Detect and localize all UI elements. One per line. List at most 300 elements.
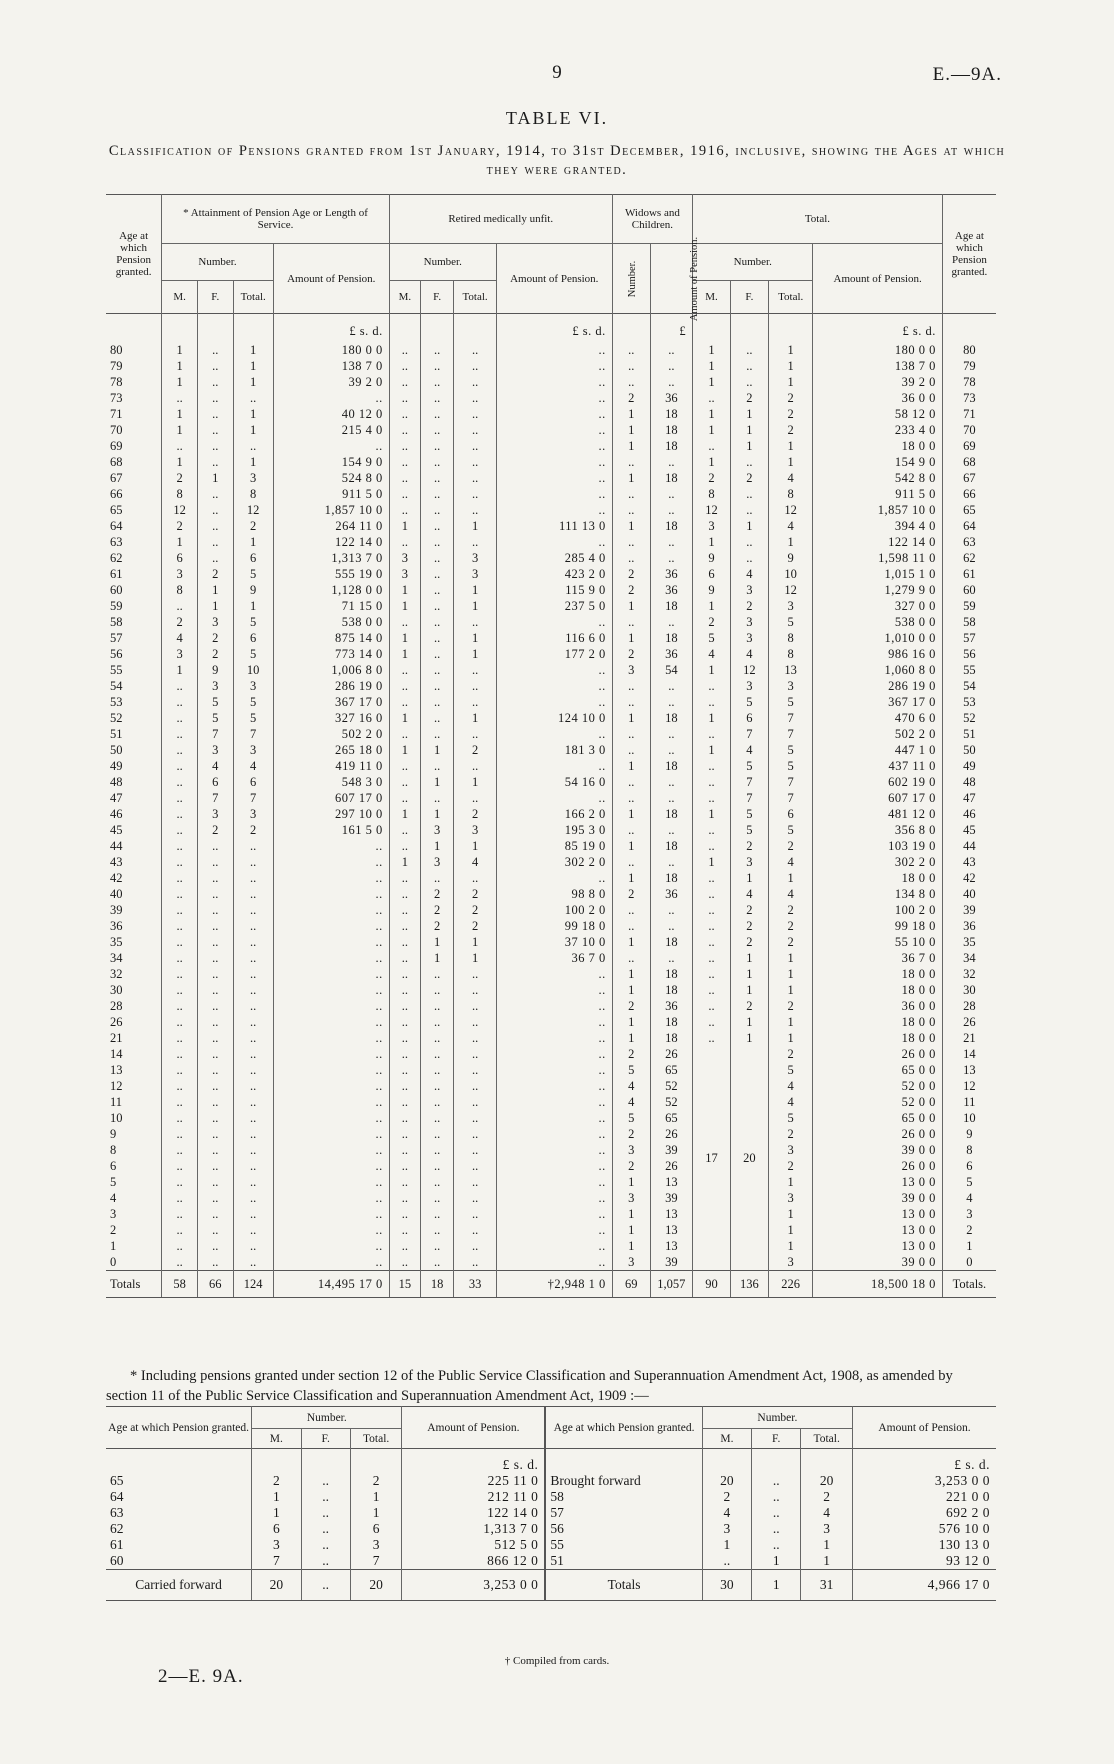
cell: .. xyxy=(389,1014,420,1030)
sub-cell: 63 xyxy=(110,1504,124,1520)
cell: 39 xyxy=(942,902,996,918)
cell: .. xyxy=(197,390,233,406)
cell: .. xyxy=(612,790,650,806)
cell: 10 xyxy=(110,1111,123,1125)
cell: 286 19 0 xyxy=(813,678,942,694)
sub-cell: 6 xyxy=(252,1521,301,1537)
cell: .. xyxy=(693,934,731,950)
cell: 9 xyxy=(768,550,813,566)
cell: 3 xyxy=(110,1207,117,1221)
cell: 2 xyxy=(768,406,813,422)
cell: 2 xyxy=(730,902,768,918)
cell: .. xyxy=(273,1206,389,1222)
totals-row xyxy=(106,1271,996,1298)
cell: .. xyxy=(389,358,420,374)
cell: .. xyxy=(496,1014,612,1030)
cell: 17 xyxy=(693,1046,731,1271)
cell: 66 xyxy=(110,487,123,501)
table-row xyxy=(106,902,996,918)
cell: 264 11 0 xyxy=(273,518,389,534)
cell: .. xyxy=(162,678,198,694)
cell: 2 xyxy=(768,422,813,438)
sub-cell: 57 xyxy=(545,1505,702,1521)
cell: 1 xyxy=(612,806,650,822)
cell: 5 xyxy=(233,710,273,726)
cell: 1 xyxy=(162,358,198,374)
cell: 1 xyxy=(768,1206,813,1222)
header-r-m: M. xyxy=(389,281,420,314)
total-cell: 1,057 xyxy=(650,1271,692,1298)
cell: .. xyxy=(389,1046,420,1062)
header-a-f: F. xyxy=(197,281,233,314)
cell: 8 xyxy=(768,630,813,646)
cell: .. xyxy=(420,694,453,710)
cell: .. xyxy=(162,822,198,838)
table-row xyxy=(106,1046,996,1062)
cell: .. xyxy=(273,838,389,854)
cell: 5 xyxy=(233,646,273,662)
cell: 986 16 0 xyxy=(813,646,942,662)
cell: 5 xyxy=(768,1062,813,1078)
sub-cell: 3 xyxy=(801,1521,853,1537)
cell: .. xyxy=(273,982,389,998)
cell: .. xyxy=(496,614,612,630)
cell: .. xyxy=(650,854,692,870)
cell: .. xyxy=(389,934,420,950)
table-row xyxy=(106,1094,996,1110)
cell: 36 0 0 xyxy=(813,390,942,406)
cell: .. xyxy=(197,534,233,550)
cell: 4 xyxy=(768,518,813,534)
cell: .. xyxy=(162,982,198,998)
cell: .. xyxy=(454,470,496,486)
cell: .. xyxy=(273,918,389,934)
cell: .. xyxy=(197,518,233,534)
cell: 3 xyxy=(768,678,813,694)
table-row xyxy=(106,662,996,678)
cell: .. xyxy=(233,1142,273,1158)
cell: .. xyxy=(389,1110,420,1126)
cell: 2 xyxy=(768,1126,813,1142)
cell: 1 xyxy=(233,342,273,358)
cell: 61 xyxy=(942,566,996,582)
cell: 55 xyxy=(942,662,996,678)
cell: 4 xyxy=(768,854,813,870)
sub-table-foot xyxy=(106,1569,996,1600)
header-attainment: * Attainment of Pension Age or Length of Service. xyxy=(162,195,389,244)
total-cell: 69 xyxy=(612,1271,650,1298)
sub-cell: .. xyxy=(301,1537,350,1553)
cell: .. xyxy=(612,742,650,758)
cell: 3 xyxy=(730,854,768,870)
cell: .. xyxy=(693,838,731,854)
cell: .. xyxy=(197,1190,233,1206)
cell: .. xyxy=(650,822,692,838)
cell: 7 xyxy=(197,726,233,742)
sub-cell: 64 xyxy=(110,1488,124,1504)
sub-table xyxy=(106,1406,996,1601)
cell: .. xyxy=(389,758,420,774)
cell: 18 xyxy=(650,630,692,646)
cell: 134 8 0 xyxy=(813,886,942,902)
cell: .. xyxy=(197,870,233,886)
cell: 13 0 0 xyxy=(813,1238,942,1254)
cell: .. xyxy=(730,342,768,358)
cell: .. xyxy=(233,982,273,998)
cell: 12 xyxy=(730,662,768,678)
cell: .. xyxy=(233,902,273,918)
cell: .. xyxy=(612,358,650,374)
table-row xyxy=(106,1206,996,1222)
cell: 285 4 0 xyxy=(496,550,612,566)
sub-cell: 866 12 0 xyxy=(402,1553,545,1570)
cell: 8 xyxy=(162,486,198,502)
cell: .. xyxy=(233,934,273,950)
cell: .. xyxy=(496,374,612,390)
cell: .. xyxy=(273,1014,389,1030)
cell: 1 xyxy=(389,742,420,758)
sub-cell: 7 xyxy=(350,1553,402,1570)
cell: .. xyxy=(420,966,453,982)
cell: 286 19 0 xyxy=(273,678,389,694)
cell: 9 xyxy=(110,1127,117,1141)
cell: 43 xyxy=(110,855,123,869)
cell: .. xyxy=(162,806,198,822)
cell: .. xyxy=(454,486,496,502)
cell: 367 17 0 xyxy=(273,694,389,710)
cell: .. xyxy=(612,694,650,710)
cell: 1 xyxy=(389,710,420,726)
footnote: * Including pensions granted under section 12 of the Public Service Classification and Superannuation Amendment Act, 1908, as amended by section 11 of the Public Service Classification and Superannuation Amendment Act, 1909 :— xyxy=(106,1368,953,1404)
cell: .. xyxy=(454,1206,496,1222)
cell: 3 xyxy=(233,742,273,758)
sub-table-row xyxy=(106,1489,996,1505)
cell: .. xyxy=(693,870,731,886)
table-row xyxy=(106,614,996,630)
sub-cell: 225 11 0 xyxy=(402,1473,545,1489)
cell: .. xyxy=(197,1254,233,1271)
cell: 111 13 0 xyxy=(496,518,612,534)
cell: 61 xyxy=(110,567,123,581)
cell: 18 xyxy=(650,438,692,454)
cell: 470 6 0 xyxy=(813,710,942,726)
table-row xyxy=(106,646,996,662)
cell: .. xyxy=(420,1126,453,1142)
table-row xyxy=(106,1158,996,1174)
cell: .. xyxy=(693,694,731,710)
cell: .. xyxy=(612,726,650,742)
cell: 502 2 0 xyxy=(813,726,942,742)
cell: 3 xyxy=(768,598,813,614)
cell: 3 xyxy=(730,614,768,630)
cell: 18 xyxy=(650,406,692,422)
total-cell: 18,500 18 0 xyxy=(813,1271,942,1298)
cell: 538 0 0 xyxy=(813,614,942,630)
cell: .. xyxy=(389,422,420,438)
cell: 18 xyxy=(650,934,692,950)
sub-cell: 1 xyxy=(252,1489,301,1505)
cell: 1 xyxy=(730,1030,768,1046)
cell: 1 xyxy=(197,598,233,614)
cell: 6 xyxy=(162,550,198,566)
sub-cell: 2 xyxy=(350,1473,402,1489)
cell: .. xyxy=(233,1254,273,1271)
sub-cell: 3 xyxy=(350,1537,402,1553)
cell: .. xyxy=(496,1126,612,1142)
cell: 21 xyxy=(942,1030,996,1046)
cell: .. xyxy=(454,1238,496,1254)
cell: 1 xyxy=(612,838,650,854)
cell: 52 xyxy=(110,711,123,725)
sub-cell: 62 xyxy=(110,1520,124,1536)
table-row xyxy=(106,518,996,534)
total-cell: Totals xyxy=(106,1271,162,1298)
cell: .. xyxy=(420,758,453,774)
sub-cell: 55 xyxy=(545,1537,702,1553)
cell: .. xyxy=(454,1222,496,1238)
sub-cell: 4 xyxy=(801,1505,853,1521)
cell: 122 14 0 xyxy=(813,534,942,550)
cell: 5 xyxy=(612,1062,650,1078)
cell: 63 xyxy=(942,534,996,550)
cell: 52 xyxy=(650,1078,692,1094)
cell: 14 xyxy=(942,1046,996,1062)
cell: 4 xyxy=(730,646,768,662)
cell: .. xyxy=(650,774,692,790)
cell: 2 xyxy=(730,934,768,950)
table-row xyxy=(106,950,996,966)
cell: .. xyxy=(420,982,453,998)
cell: 28 xyxy=(110,999,123,1013)
cell: .. xyxy=(496,454,612,470)
cell: .. xyxy=(612,822,650,838)
sub-header-amount-left: Amount of Pension. xyxy=(402,1407,545,1449)
cell: .. xyxy=(389,1238,420,1254)
cell: .. xyxy=(389,694,420,710)
cell: 2 xyxy=(768,998,813,1014)
cell: 2 xyxy=(612,1046,650,1062)
cell: .. xyxy=(197,1174,233,1190)
cell: 4 xyxy=(768,1094,813,1110)
cell: 11 xyxy=(110,1095,123,1109)
cell: .. xyxy=(197,1014,233,1030)
cell: 5 xyxy=(197,710,233,726)
table-row xyxy=(106,406,996,422)
cell: .. xyxy=(693,758,731,774)
sub-cell: 65 xyxy=(110,1472,124,1488)
cell: .. xyxy=(454,358,496,374)
cell: 6 xyxy=(768,806,813,822)
cell: .. xyxy=(197,950,233,966)
cell: 3 xyxy=(768,1142,813,1158)
sub-cell: .. xyxy=(752,1505,801,1521)
sub-cell: 60 xyxy=(110,1552,124,1568)
cell: 49 xyxy=(110,759,123,773)
header-a-m: M. xyxy=(162,281,198,314)
table-row xyxy=(106,806,996,822)
cell: 1 xyxy=(730,966,768,982)
cell: .. xyxy=(693,998,731,1014)
sub-cell: 1 xyxy=(752,1553,801,1570)
cell: .. xyxy=(454,1062,496,1078)
cell: 3 xyxy=(197,806,233,822)
cell: 138 7 0 xyxy=(813,358,942,374)
cell: 36 xyxy=(650,998,692,1014)
sub-cell: .. xyxy=(301,1569,350,1600)
cell: 26 xyxy=(110,1015,123,1029)
sub-cell: 6 xyxy=(350,1521,402,1537)
sub-cell: 3 xyxy=(702,1521,751,1537)
cell: .. xyxy=(162,710,198,726)
cell: 1 xyxy=(693,406,731,422)
table-row xyxy=(106,1014,996,1030)
cell: 1 xyxy=(768,1238,813,1254)
cell: 65 xyxy=(650,1110,692,1126)
sub-header-f-right: F. xyxy=(752,1429,801,1449)
cell: 356 8 0 xyxy=(813,822,942,838)
sub-cell: .. xyxy=(301,1473,350,1489)
cell: .. xyxy=(420,1030,453,1046)
cell: .. xyxy=(693,902,731,918)
sub-cell: 93 12 0 xyxy=(852,1553,996,1570)
cell: .. xyxy=(389,1158,420,1174)
cell: 548 3 0 xyxy=(273,774,389,790)
cell: 1 xyxy=(612,934,650,950)
cell: .. xyxy=(420,486,453,502)
cell: 1 xyxy=(693,710,731,726)
cell: 4 xyxy=(768,1078,813,1094)
sub-cell: 1 xyxy=(350,1505,402,1521)
cell: .. xyxy=(420,342,453,358)
cell: .. xyxy=(612,854,650,870)
cell: 51 xyxy=(110,727,123,741)
cell: .. xyxy=(420,502,453,518)
cell: 7 xyxy=(730,790,768,806)
cell: 2 xyxy=(768,1158,813,1174)
cell: 42 xyxy=(110,871,123,885)
cell: 195 3 0 xyxy=(496,822,612,838)
cell: 0 xyxy=(110,1255,117,1269)
cell: .. xyxy=(420,1254,453,1271)
cell: .. xyxy=(420,1014,453,1030)
cell: .. xyxy=(454,422,496,438)
sub-cell: 1 xyxy=(252,1505,301,1521)
cell: 54 xyxy=(650,662,692,678)
cell: 1 xyxy=(454,710,496,726)
cell: 69 xyxy=(942,438,996,454)
cell: .. xyxy=(496,998,612,1014)
header-r-number: Number. xyxy=(389,244,496,281)
cell: 419 11 0 xyxy=(273,758,389,774)
sub-cell: 1 xyxy=(801,1553,853,1570)
cell: 116 6 0 xyxy=(496,630,612,646)
cell: .. xyxy=(496,1254,612,1271)
total-cell: †2,948 1 0 xyxy=(496,1271,612,1298)
cell: .. xyxy=(197,982,233,998)
cell: .. xyxy=(233,1222,273,1238)
cell: 36 xyxy=(650,886,692,902)
cell: .. xyxy=(496,486,612,502)
cell: .. xyxy=(693,1030,731,1046)
cell: 85 19 0 xyxy=(496,838,612,854)
cell: .. xyxy=(197,358,233,374)
cell: .. xyxy=(730,374,768,390)
cell: .. xyxy=(197,438,233,454)
cell: .. xyxy=(496,662,612,678)
cell: .. xyxy=(233,950,273,966)
cell: .. xyxy=(389,502,420,518)
table-row xyxy=(106,854,996,870)
cell: 18 xyxy=(650,838,692,854)
cell: .. xyxy=(162,1030,198,1046)
sub-unit-right: £ s. d. xyxy=(852,1449,996,1473)
cell: 2 xyxy=(197,630,233,646)
cell: .. xyxy=(389,390,420,406)
sub-header-m-left: M. xyxy=(252,1429,301,1449)
table-row xyxy=(106,1254,996,1271)
cell: 502 2 0 xyxy=(273,726,389,742)
cell: 181 3 0 xyxy=(496,742,612,758)
cell: 215 4 0 xyxy=(273,422,389,438)
cell: .. xyxy=(273,1030,389,1046)
cell: 3 xyxy=(454,550,496,566)
cell: 3 xyxy=(162,566,198,582)
cell: .. xyxy=(693,790,731,806)
total-cell: 58 xyxy=(162,1271,198,1298)
cell: 7 xyxy=(233,790,273,806)
cell: 180 0 0 xyxy=(813,342,942,358)
cell: 68 xyxy=(110,455,123,469)
cell: .. xyxy=(650,374,692,390)
cell: 1 xyxy=(768,534,813,550)
cell: .. xyxy=(273,998,389,1014)
units-row xyxy=(106,314,996,343)
cell: .. xyxy=(454,1174,496,1190)
table-row xyxy=(106,1222,996,1238)
cell: 2 xyxy=(197,822,233,838)
sub-cell: 212 11 0 xyxy=(402,1489,545,1505)
cell: 3 xyxy=(730,678,768,694)
page-number: 9 xyxy=(552,62,562,83)
cell: .. xyxy=(693,678,731,694)
cell: .. xyxy=(612,902,650,918)
cell: 46 xyxy=(942,806,996,822)
cell: .. xyxy=(389,438,420,454)
cell: .. xyxy=(162,1206,198,1222)
cell: 3 xyxy=(612,1142,650,1158)
cell: 2 xyxy=(693,614,731,630)
cell: 1 xyxy=(768,950,813,966)
cell: 166 2 0 xyxy=(496,806,612,822)
sub-cell: 1 xyxy=(702,1537,751,1553)
cell: .. xyxy=(162,1126,198,1142)
cell: .. xyxy=(496,358,612,374)
cell: 44 xyxy=(110,839,123,853)
cell: .. xyxy=(454,1190,496,1206)
cell: .. xyxy=(273,966,389,982)
cell: .. xyxy=(162,1014,198,1030)
cell: 36 7 0 xyxy=(813,950,942,966)
cell: 1 xyxy=(612,1222,650,1238)
cell: 6 xyxy=(197,774,233,790)
cell: .. xyxy=(197,966,233,982)
cell: .. xyxy=(730,486,768,502)
cell: .. xyxy=(197,1126,233,1142)
cell: .. xyxy=(197,1206,233,1222)
cell: .. xyxy=(389,966,420,982)
cell: 65 0 0 xyxy=(813,1110,942,1126)
sub-cell: 1,313 7 0 xyxy=(402,1521,545,1537)
